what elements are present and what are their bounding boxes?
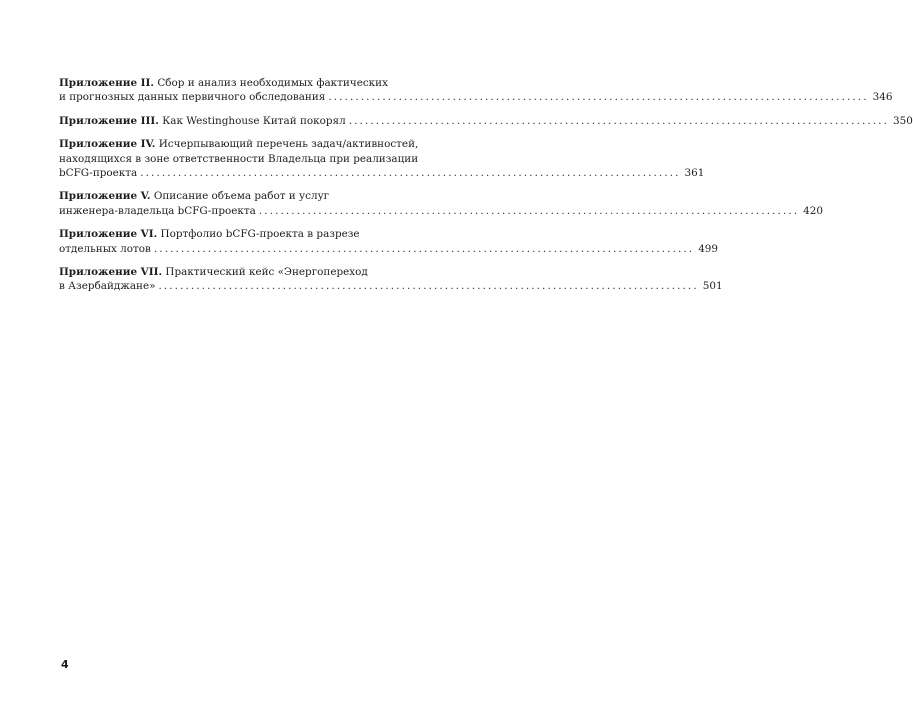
dot-leader: .................................................................................................... (140, 167, 681, 180)
toc-entry-prefix: Приложение IV. (59, 138, 156, 151)
dot-leader: .................................................................................................... (258, 204, 800, 217)
toc-entry-appendix-7[interactable] (59, 265, 723, 294)
toc-entry-title: Как Westinghouse Китай покорял (162, 114, 346, 127)
toc-entry-title: отдельных лотов (59, 242, 151, 255)
toc-entry-appendix-6[interactable] (59, 227, 719, 256)
dot-leader: .................................................................................................... (348, 114, 889, 127)
page-number-footer: 4 (61, 658, 69, 671)
toc-page-number: 346 (872, 91, 893, 104)
toc-entry-title: bCFG-проекта (59, 167, 138, 180)
toc-entry-appendix-5[interactable] (59, 189, 823, 218)
dot-leader: .................................................................................................... (158, 280, 699, 293)
toc-entry-prefix: Приложение II. (59, 77, 155, 89)
dot-leader: .................................................................................................... (153, 242, 695, 255)
toc-entry-title: Описание объема работ и услуг (153, 190, 330, 203)
toc-entry-appendix-3[interactable] (59, 114, 913, 128)
toc-entry-title: Портфолио bCFG-проекта в разрезе (160, 228, 360, 241)
toc-page-number: 501 (702, 280, 723, 293)
toc-entry-title: в Азербайджане» (59, 280, 156, 293)
toc-entry-prefix: Приложение VII. (59, 266, 163, 279)
toc-page-number: 361 (684, 167, 705, 180)
toc-entry-title: и прогнозных данных первичного обследования (59, 91, 326, 104)
table-of-contents (59, 76, 913, 303)
toc-entry-prefix: Приложение III. (59, 114, 159, 127)
toc-entry-appendix-2[interactable] (59, 76, 893, 105)
toc-entry-title: находящихся в зоне ответственности Владельца при реализации (59, 152, 419, 165)
toc-entry-title: Практический кейс «Энергопереход (165, 266, 368, 279)
dot-leader: .................................................................................................... (328, 91, 869, 104)
toc-entry-prefix: Приложение VI. (59, 228, 158, 241)
toc-entry-title: Сбор и анализ необходимых фактических (157, 77, 388, 89)
toc-entry-appendix-4[interactable] (59, 137, 705, 180)
toc-entry-prefix: Приложение V. (59, 190, 151, 203)
toc-entry-title: инженера-владельца bCFG-проекта (59, 204, 256, 217)
toc-page-number: 350 (893, 114, 913, 127)
toc-page-number: 499 (698, 242, 719, 255)
toc-page-number: 420 (803, 204, 823, 217)
toc-entry-title: Исчерпывающий перечень задач/активностей, (158, 138, 419, 151)
